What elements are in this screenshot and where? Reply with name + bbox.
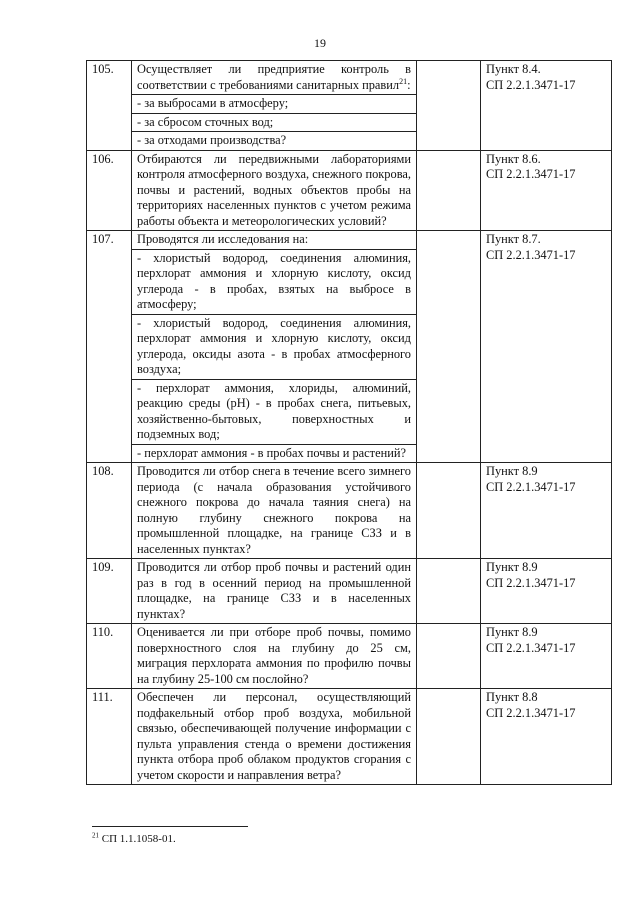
checklist-table bbox=[86, 60, 612, 785]
question-text: Проводится ли отбор снега в течение всего зимнего периода (с начала образования устойчивого снежного покрова до начала таяния снега) на полную глубину снежного покрова на промышленной площадке, на границе СЗЗ и в населенных пунктах? bbox=[132, 463, 417, 559]
reference-cell: Пункт 8.9 СП 2.2.1.3471-17 bbox=[481, 624, 612, 689]
table-row bbox=[87, 463, 612, 559]
sub-question: - перхлорат аммония - в пробах почвы и растений? bbox=[132, 444, 417, 463]
page-number: 19 bbox=[314, 36, 326, 50]
question-text: Оценивается ли при отборе проб почвы, помимо поверхностного слоя на глубину до 25 см, миграция перхлората аммония по профилю почвы на глубину 25-100 см послойно? bbox=[132, 624, 417, 689]
question-text: Отбираются ли передвижными лабораториями контроля атмосферного воздуха, снежного покрова, почвы и растений, водных объектов пробы на территориях населенных пунктов с учетом режима работы объекта и метеорологических условий? bbox=[132, 150, 417, 231]
reference-cell: Пункт 8.6. СП 2.2.1.3471-17 bbox=[481, 150, 612, 231]
sub-question: - хлористый водород, соединения алюминия, перхлорат аммония и хлорную кислоту, оксид углерода, оксиды азота - в пробах атмосферного воздуха; bbox=[132, 314, 417, 379]
table-row bbox=[87, 61, 612, 95]
answer-cell bbox=[417, 689, 481, 785]
question-text: Проводится ли отбор проб почвы и растений один раз в год в осенний период на промышленной площадке, на границе СЗЗ и в населенных пунктах? bbox=[132, 559, 417, 624]
table-row bbox=[87, 624, 612, 689]
reference-cell: Пункт 8.9 СП 2.2.1.3471-17 bbox=[481, 463, 612, 559]
table-row bbox=[87, 559, 612, 624]
answer-cell bbox=[417, 463, 481, 559]
answer-cell bbox=[417, 150, 481, 231]
answer-cell bbox=[417, 559, 481, 624]
reference-cell: Пункт 8.7. СП 2.2.1.3471-17 bbox=[481, 231, 612, 463]
question-text: Проводятся ли исследования на: bbox=[132, 231, 417, 250]
footnote-ref[interactable]: 21 bbox=[399, 76, 408, 86]
sub-question: - перхлорат аммония, хлориды, алюминий, реакцию среды (pH) - в пробах снега, питьевых, хозяйственно-бытовых, поверхностных и подземных вод; bbox=[132, 379, 417, 444]
sub-question: - за выбросами в атмосферу; bbox=[132, 95, 417, 114]
footnote-marker: 21 bbox=[92, 831, 99, 840]
footnote-divider bbox=[92, 826, 248, 827]
answer-cell bbox=[417, 231, 481, 463]
item-number: 111. bbox=[87, 689, 132, 785]
footnote bbox=[92, 833, 176, 845]
table-row bbox=[87, 231, 612, 250]
item-number: 105. bbox=[87, 61, 132, 151]
reference-cell: Пункт 8.4. СП 2.2.1.3471-17 bbox=[481, 61, 612, 151]
table-row bbox=[87, 150, 612, 231]
sub-question: - хлористый водород, соединения алюминия, перхлорат аммония и хлорную кислоту, оксид углерода - в пробах, взятых на выбросе в атмосферу; bbox=[132, 249, 417, 314]
reference-cell: Пункт 8.9 СП 2.2.1.3471-17 bbox=[481, 559, 612, 624]
sub-question: - за сбросом сточных вод; bbox=[132, 113, 417, 132]
question-text: Обеспечен ли персонал, осуществляющий подфакельный отбор проб воздуха, мобильной связью, обеспечивающей получение информации с пульта управления стенда о времени достижения пункта отбора проб облаком продуктов сгорания с учетом скорости и направления ветра? bbox=[132, 689, 417, 785]
answer-cell bbox=[417, 624, 481, 689]
item-number: 109. bbox=[87, 559, 132, 624]
reference-cell: Пункт 8.8 СП 2.2.1.3471-17 bbox=[481, 689, 612, 785]
item-number: 106. bbox=[87, 150, 132, 231]
item-number: 107. bbox=[87, 231, 132, 463]
table-row bbox=[87, 689, 612, 785]
question-text: Осуществляет ли предприятие контроль в соответствии с требованиями санитарных правил$^{21}$: bbox=[132, 61, 417, 95]
answer-cell bbox=[417, 61, 481, 151]
item-number: 108. bbox=[87, 463, 132, 559]
item-number: 110. bbox=[87, 624, 132, 689]
footnote-text: СП 1.1.1058-01. bbox=[99, 833, 176, 845]
sub-question: - за отходами производства? bbox=[132, 132, 417, 151]
